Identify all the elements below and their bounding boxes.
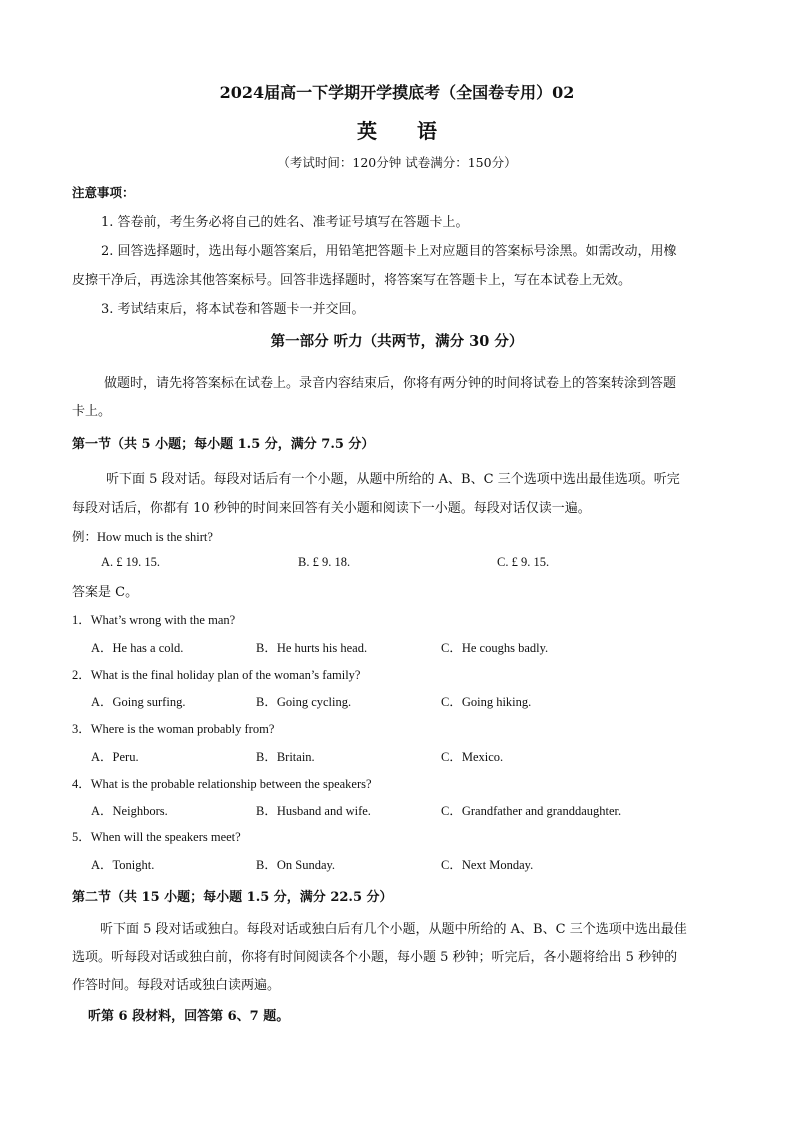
example-answer: 答案是 C。 [72,585,139,600]
part1-intro-line2: 卡上。 [72,404,112,419]
question-3-option-c: C．Mexico. [441,750,504,764]
part1-heading: 第一部分 听力（共两节，满分 30 分） [270,333,524,350]
section2-heading: 第二节（共 15 小题；每小题 1.5 分，满分 22.5 分） [72,890,393,905]
question-3: 3．Where is the woman probably from? [72,722,275,736]
notice-item-2: 2. 回答选择题时，选出每小题答案后，用铅笔把答题卡上对应题目的答案标号涂黑。如需改动，用橡 [101,244,677,259]
question-2-option-c: C．Going hiking. [441,695,532,709]
question-5: 5．When will the speakers meet? [72,830,241,844]
material-6-heading: 听第 6 段材料，回答第 6、7 题。 [88,1009,290,1024]
question-1-option-c: C．He coughs badly. [441,641,549,655]
notice-item-2-cont: 皮擦干净后，再选涂其他答案标号。回答非选择题时，将答案写在答题卡上，写在本试卷上无效。 [72,273,632,288]
section1-intro-line2: 每段对话后，你都有 10 秒钟的时间来回答有关小题和阅读下一小题。每段对话仅读一遍。 [72,501,591,516]
section2-intro-line2: 选项。听每段对话或独白前，你将有时间阅读各个小题，每小题 5 秒钟；听完后，各小题将给出 5 秒钟的 [72,950,678,965]
example-option-a: A. £ 19. 15. [101,555,161,569]
notice-item-1: 1. 答卷前，考生务必将自己的姓名、准考证号填写在答题卡上。 [101,215,469,230]
question-4-option-a: A．Neighbors. [91,804,168,818]
question-5-option-b: B．On Sunday. [256,858,336,872]
question-1-option-a: A．He has a cold. [91,641,184,655]
question-1-option-b: B．He hurts his head. [256,641,368,655]
question-4: 4．What is the probable relationship between the speakers? [72,777,372,791]
question-4-option-b: B．Husband and wife. [256,804,371,818]
question-2-option-a: A．Going surfing. [91,695,186,709]
exam-title: 2024届高一下学期开学摸底考（全国卷专用）02 [219,83,575,102]
section2-intro-line1: 听下面 5 段对话或独白。每段对话或独白后有几个小题，从题中所给的 A、B、C 三个选项中选出最佳 [100,922,687,937]
section1-heading: 第一节（共 5 小题；每小题 1.5 分，满分 7.5 分） [72,437,375,452]
question-5-option-c: C．Next Monday. [441,858,534,872]
question-2-option-b: B．Going cycling. [256,695,352,709]
question-2: 2．What is the final holiday plan of the woman’s family? [72,668,361,682]
question-1: 1．What’s wrong with the man? [72,613,236,627]
subject-title: 英语 [357,119,477,143]
section2-intro-line3: 作答时间。每段对话或独白读两遍。 [72,978,281,993]
question-3-option-a: A．Peru. [91,750,139,764]
question-3-option-b: B．Britain. [256,750,315,764]
example-option-c: C. £ 9. 15. [497,555,550,569]
part1-intro-line1: 做题时，请先将答案标在试卷上。录音内容结束后，你将有两分钟的时间将试卷上的答案转涂到答题 [104,376,677,391]
question-5-option-a: A．Tonight. [91,858,155,872]
section1-intro-line1: 听下面 5 段对话。每段对话后有一个小题，从题中所给的 A、B、C 三个选项中选出最佳选项。听完 [106,472,680,487]
notice-item-3: 3. 考试结束后，将本试卷和答题卡一并交回。 [101,302,365,317]
notice-label: 注意事项： [72,185,135,200]
example-question: 例：How much is the shirt? [72,530,213,544]
exam-meta: （考试时间：120分钟 试卷满分：150分） [277,155,517,170]
example-option-b: B. £ 9. 18. [298,555,351,569]
question-4-option-c: C．Grandfather and granddaughter. [441,804,622,818]
